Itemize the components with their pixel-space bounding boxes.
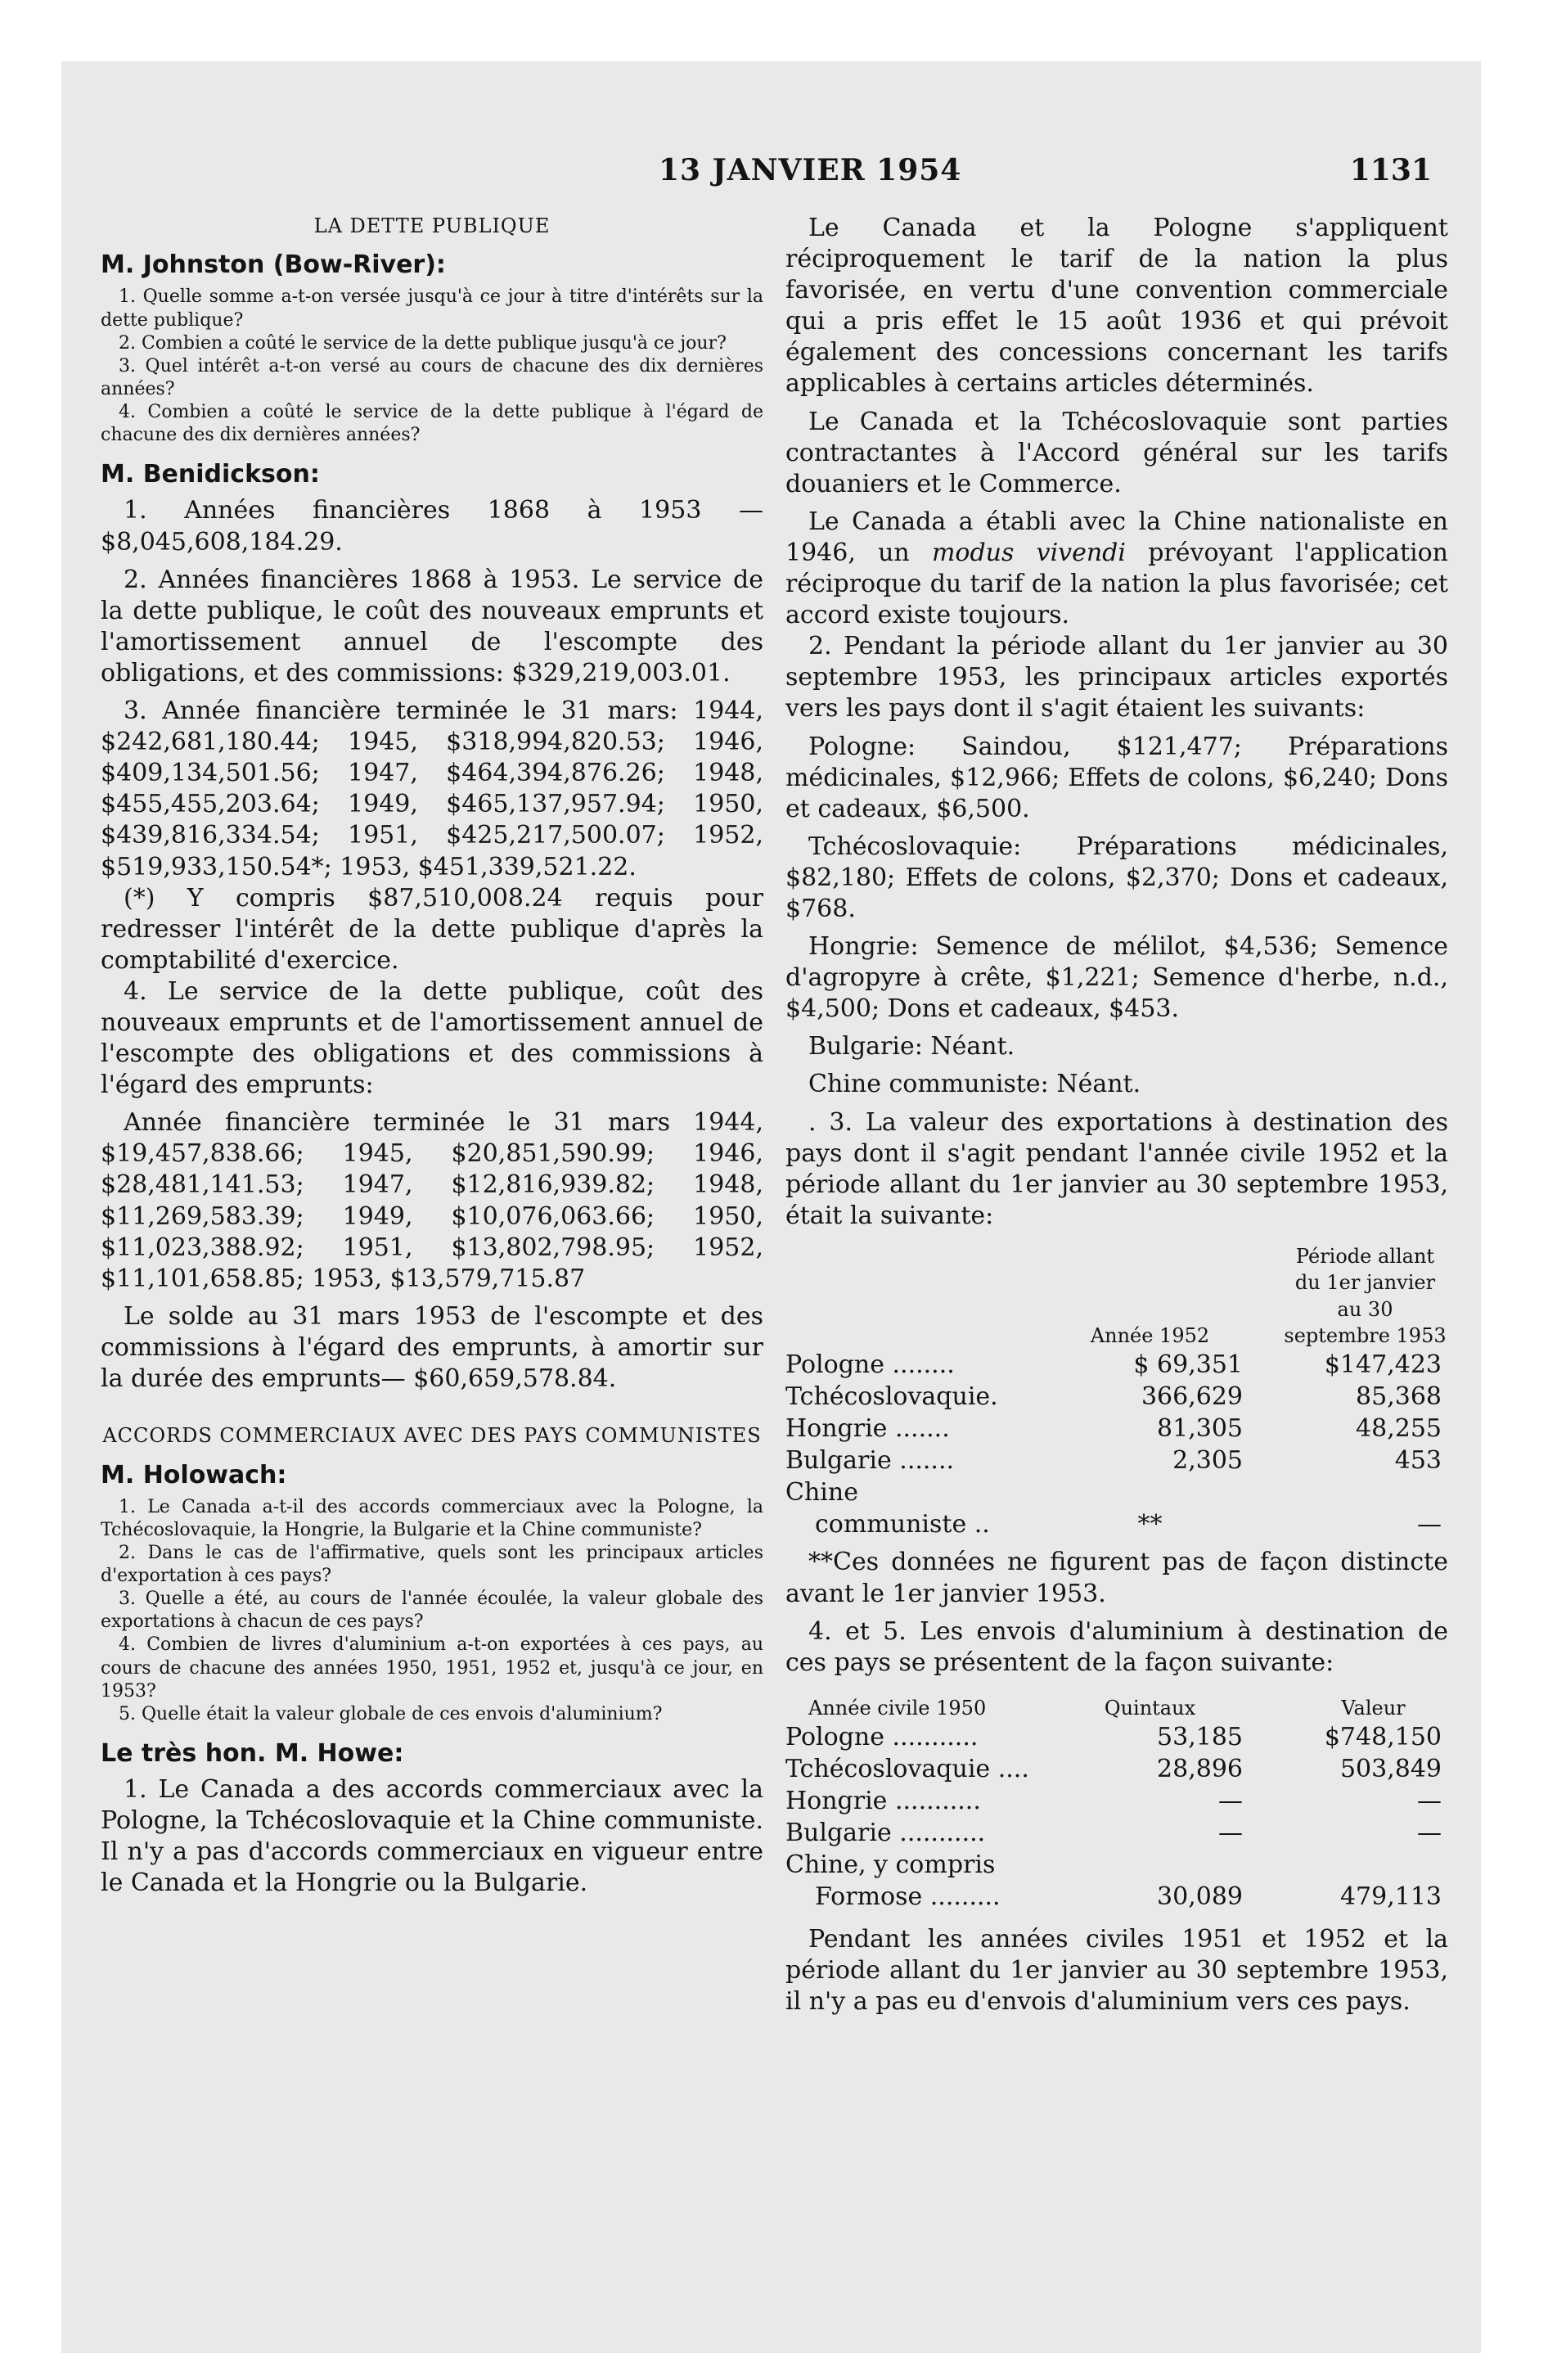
answer-paragraph: 1. Années financières 1868 à 1953 — $8,045,608,184.29. <box>101 496 763 557</box>
aluminium-shipments-table <box>785 1695 1448 1913</box>
paragraph: Le Canada et la Pologne s'appliquent réciproquement le tarif de la nation la plus favorisée, en vertu d'une convention commerciale qui a pris effet le 15 août 1936 et qui prévoit également des concessions concernant les tarifs applicables à certains articles déterminés. <box>785 214 1448 399</box>
table-row: Pologne ........... 53,185 $748,150 <box>785 1723 1442 1752</box>
question: 3. Quelle a été, au cours de l'année écoulée, la valeur globale des exportations à chacun de ces pays? <box>101 1589 763 1633</box>
paragraph: 4. et 5. Les envois d'aluminium à destination de ces pays se présentent de la façon suivante: <box>785 1616 1448 1677</box>
page-header <box>61 153 1481 202</box>
answer-paragraph: 4. Le service de la dette publique, coût des nouveaux emprunts et de l'amortissement annuel de l'escompte des obligations et des commissions à l'égard des emprunts: <box>101 976 763 1100</box>
page-number: 1131 <box>1349 153 1432 187</box>
paragraph: Hongrie: Semence de mélilot, $4,536; Semence d'agropyre à crête, $1,221; Semence d'herbe, n.d., $4,500; Dons et cadeaux, $453. <box>785 932 1448 1024</box>
column-header: Valeur <box>1341 1696 1406 1720</box>
exports-value-table <box>785 1243 1448 1541</box>
speaker-holowach: M. Holowach: <box>101 1460 287 1490</box>
answer-paragraph: Année financière terminée le 31 mars 1944, $19,457,838.66; 1945, $20,851,590.99; 1946, $28,481,141.53; 1947, $12,816,939.82; 1948, $11,269,583.39; 1949, $10,076,063.66; 1950, $11,023,388.92; 1951, $13,802,798.95; 1952, $11,101,658.85; 1953, $13,579,715.87 <box>101 1108 763 1293</box>
question: 1. Le Canada a-t-il des accords commerciaux avec la Pologne, la Tchécoslovaquie, la Hongrie, la Bulgarie et la Chine communiste? <box>101 1496 763 1540</box>
question: 4. Combien a coûté le service de la dette publique à l'égard de chacune des dix dernières années? <box>101 402 763 446</box>
answer-paragraph: 3. Année financière terminée le 31 mars: 1944, $242,681,180.44; 1945, $318,994,820.53; 1946, $409,134,501.56; 1947, $464,394,876.26; 1948, $455,455,203.64; 1949, $465,137,957.94; 1950, $439,816,334.54; 1951, $425,217,500.07; 1952, $519,933,150.54*; 1953, $451,339,521.22. <box>101 696 763 881</box>
paragraph: . 3. La valeur des exportations à destination des pays dont il s'agit pendant l'année civile 1952 et la période allant du 1er janvier au 30 septembre 1953, était la suivante: <box>785 1107 1448 1230</box>
column-header: Année 1952 <box>1090 1324 1210 1348</box>
speaker-howe: Le très hon. M. Howe: <box>101 1739 404 1769</box>
answer-paragraph: 2. Années financières 1868 à 1953. Le service de la dette publique, le coût des nouveaux emprunts et l'amortissement annuel de l'escompte des obligations, et des commissions: $329,219,003.01. <box>101 565 763 687</box>
table-row: Formose ......... 30,089 479,113 <box>815 1882 1442 1912</box>
paragraph: Bulgarie: Néant. <box>808 1032 1015 1062</box>
question: 4. Combien de livres d'aluminium a-t-on exportées à ces pays, au cours de chacune des années 1950, 1951, 1952 et, jusqu'à ce jour, en 1953? <box>101 1634 763 1702</box>
question: 3. Quel intérêt a-t-on versé au cours de chacune des dix dernières années? <box>101 355 763 400</box>
answer-footnote: (*) Y compris $87,510,008.24 requis pour redresser l'intérêt de la dette publique d'après la comptabilité d'exercice. <box>101 883 763 975</box>
right-column <box>785 213 1448 2018</box>
table-row: communiste .. ** — <box>815 1510 1442 1539</box>
question: 2. Combien a coûté le service de la dette publique jusqu'à ce jour? <box>119 332 727 354</box>
question: 2. Dans le cas de l'affirmative, quels sont les principaux articles d'exportation à ces pays? <box>101 1542 763 1586</box>
header-date: 13 JANVIER 1954 <box>659 153 962 187</box>
left-column <box>101 213 763 1899</box>
table-row: Pologne ........ $ 69,351 $147,423 <box>785 1350 1442 1380</box>
column-header: Quintaux <box>1104 1696 1196 1720</box>
table-row: Tchécoslovaquie .... 28,896 503,849 <box>785 1755 1442 1784</box>
paragraph: Chine communiste: Néant. <box>808 1070 1141 1099</box>
table-row: Hongrie ....... 81,305 48,255 <box>785 1414 1442 1444</box>
speaker-johnston: M. Johnston (Bow-River): <box>101 250 446 280</box>
document-page <box>61 61 1481 2353</box>
section-heading-trade-agreements: ACCORDS COMMERCIAUX AVEC DES PAYS COMMUNISTES <box>102 1424 762 1448</box>
column-header: Année civile 1950 <box>808 1696 987 1720</box>
paragraph: Le Canada a établi avec la Chine nationaliste en 1946, un modus vivendi prévoyant l'application réciproque du tarif de la nation la plus favorisée; cet accord existe toujours. <box>785 507 1448 630</box>
paragraph: 2. Pendant la période allant du 1er janvier au 30 septembre 1953, les principaux articles exportés vers les pays dont il s'agit étaient les suivants: <box>785 632 1448 723</box>
answer-paragraph: Le solde au 31 mars 1953 de l'escompte et des commissions à l'égard des emprunts, à amortir sur la durée des emprunts— $60,659,578.84. <box>101 1301 763 1394</box>
table-row: Hongrie ........... — — <box>785 1787 1442 1816</box>
question: 5. Quelle était la valeur globale de ces envois d'aluminium? <box>119 1703 663 1724</box>
paragraph: Le Canada et la Tchécoslovaquie sont parties contractantes à l'Accord général sur les tarifs douaniers et le Commerce. <box>785 407 1448 498</box>
paragraph: Pendant les années civiles 1951 et 1952 et la période allant du 1er janvier au 30 septembre 1953, il n'y a pas eu d'envois d'aluminium vers ces pays. <box>785 1925 1448 2017</box>
answer-paragraph: 1. Le Canada a des accords commerciaux avec la Pologne, la Tchécoslovaquie et la Chine communiste. Il n'y a pas d'accords commerciaux en vigueur entre le Canada et la Hongrie ou la Bulgarie. <box>101 1775 763 1898</box>
section-heading-public-debt: LA DETTE PUBLIQUE <box>313 214 551 237</box>
table-row: Bulgarie ....... 2,305 453 <box>785 1446 1442 1476</box>
table-footnote: **Ces données ne figurent pas de façon distincte avant le 1er janvier 1953. <box>785 1548 1448 1608</box>
column-header: Période allant du 1er janvier au 30 septembre 1953 <box>1284 1244 1447 1348</box>
table-row: Tchécoslovaquie. 366,629 85,368 <box>785 1382 1442 1412</box>
paragraph: Pologne: Saindou, $121,477; Préparations médicinales, $12,966; Effets de colons, $6,240; Dons et cadeaux, $6,500. <box>785 732 1448 823</box>
table-row: Chine <box>785 1478 858 1508</box>
table-row: Bulgarie ........... — — <box>785 1819 1442 1848</box>
table-row: Chine, y compris <box>785 1850 996 1880</box>
paragraph: Tchécoslovaquie: Préparations médicinales, $82,180; Effets de colons, $2,370; Dons et cadeaux, $768. <box>785 832 1448 923</box>
speaker-benidickson: M. Benidickson: <box>101 460 320 489</box>
question: 1. Quelle somme a-t-on versée jusqu'à ce jour à titre d'intérêts sur la dette publique? <box>101 286 763 331</box>
